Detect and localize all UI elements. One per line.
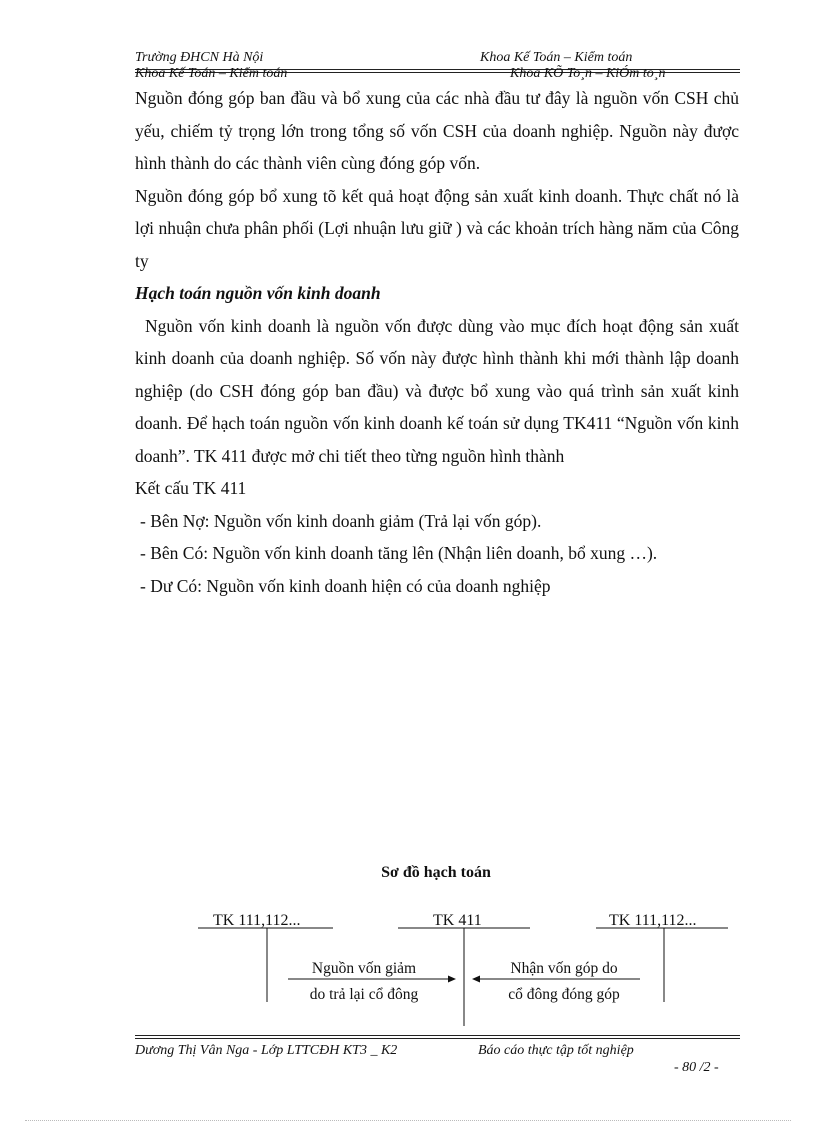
diagram-title: Sơ đồ hạch toán (381, 864, 491, 881)
left-flow-label-2: do trả lại cổ đông (309, 986, 419, 1003)
header-faculty-overlap-left: Khoa Kế Toán – Kiểm toán (135, 66, 288, 81)
header-school: Trường ĐHCN Hà Nội (135, 50, 264, 65)
structure-title: Kết cấu TK 411 (135, 478, 247, 498)
footer-report-title: Báo cáo thực tập tốt nghiệp (478, 1043, 634, 1058)
footer-author: Dương Thị Vân Nga - Lớp LTTCĐH KT3 _ K2 (135, 1043, 398, 1058)
account-right-label: TK 111,112... (609, 912, 697, 929)
footer-rule-bottom (135, 1038, 740, 1039)
footer-rule-top (135, 1035, 740, 1036)
arrow-left-flow-head (448, 976, 456, 983)
page-edge-dotted-line (25, 1120, 791, 1121)
left-flow-label-1: Nguồn vốn giảm (311, 960, 417, 977)
bullet-balance: - Dư Có: Nguồn vốn kinh doanh hiện có của doanh nghiệp (140, 575, 551, 596)
paragraph-3: Nguồn vốn kinh doanh là nguồn vốn được dùng vào mục đích hoạt động sản xuất kinh doanh của doanh nghiệp. Số vốn này được hình thành khi mới thành lập doanh nghiệp (do CSH đóng góp ban đầu) và được bổ xung vào quá trình sản xuất kinh doanh. Để hạch toán nguồn vốn kinh doanh kế toán sử dụng TK411 “Nguồn vốn kinh doanh”. TK 411 được mở chi tiết theo từng nguồn hình thành (135, 315, 739, 466)
arrow-right-flow-head (472, 976, 480, 983)
paragraph-2: Nguồn đóng góp bổ xung tõ kết quả hoạt động sản xuất kinh doanh. Thực chất nó là lợi nhuận chưa phân phối (Lợi nhuận lưu giữ ) và các khoản trích hàng năm của Công ty (135, 185, 739, 271)
header-faculty-overlap-right: Khoa KÕ To¸n – KiÓm to¸n (510, 66, 666, 81)
paragraph-1: Nguồn đóng góp ban đầu và bổ xung của các nhà đầu tư đây là nguồn vốn CSH chủ yếu, chiếm tỷ trọng lớn trong tổng số vốn CSH của doanh nghiệp. Nguồn này được hình thành do các thành viên cùng đóng góp vốn. (135, 88, 739, 173)
account-mid-label: TK 411 (433, 912, 482, 929)
section-heading: Hạch toán nguồn vốn kinh doanh (135, 283, 381, 303)
account-left-label: TK 111,112... (213, 912, 301, 929)
header-faculty: Khoa Kế Toán – Kiểm toán (480, 50, 633, 65)
bullet-debit: - Bên Nợ: Nguồn vốn kinh doanh giảm (Trả lại vốn góp). (140, 510, 542, 531)
right-flow-label-1: Nhận vốn góp do (510, 960, 618, 977)
bullet-credit: - Bên Có: Nguồn vốn kinh doanh tăng lên (Nhận liên doanh, bổ xung …). (140, 543, 658, 563)
page-number: - 80 /2 - (674, 1060, 719, 1075)
right-flow-label-2: cổ đông đóng góp (508, 986, 620, 1003)
